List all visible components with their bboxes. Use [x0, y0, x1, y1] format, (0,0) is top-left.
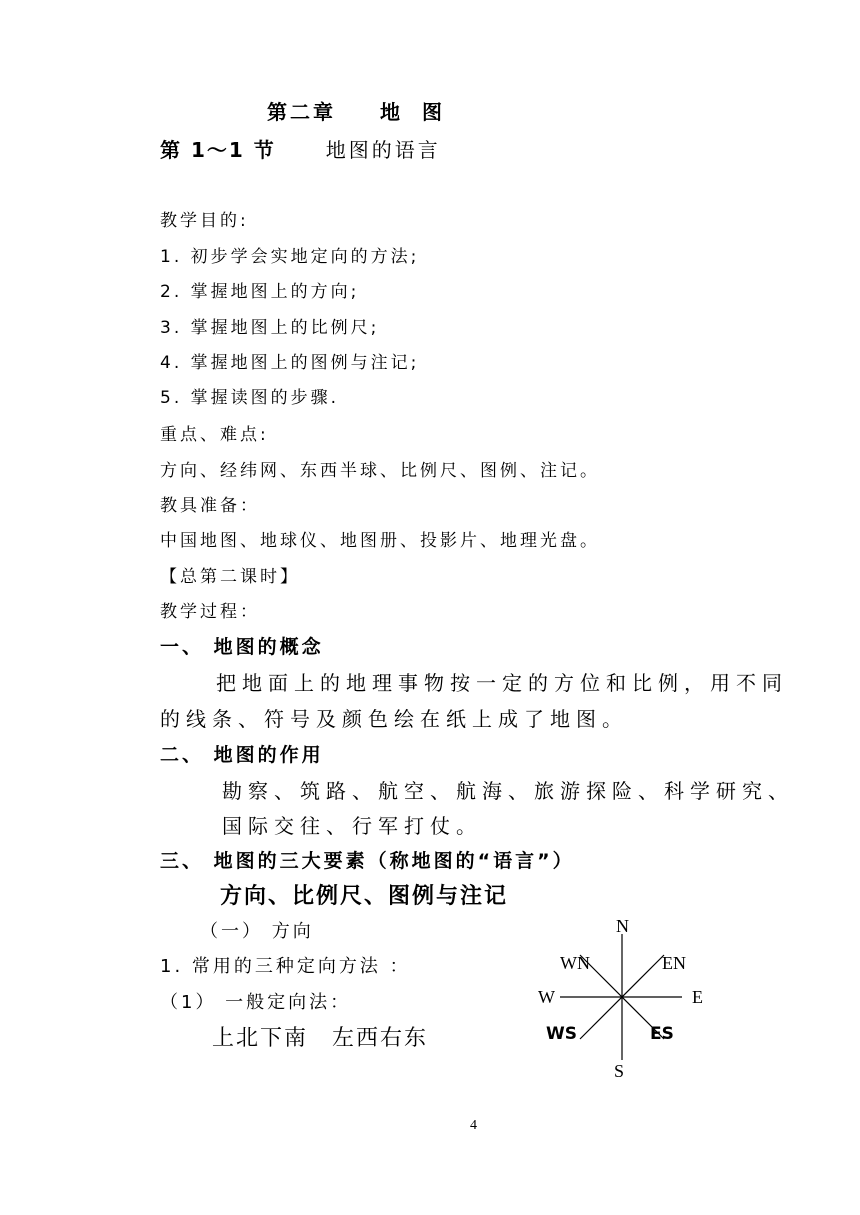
direction-general-method: （1） 一般定向法： [160, 992, 352, 1013]
compass-label-en: EN [662, 953, 686, 973]
compass-label-ws: WS [546, 1024, 577, 1044]
objective-item: 5. 掌握读图的步骤. [160, 388, 340, 408]
part1-heading: 一、 地图的概念 [160, 636, 324, 658]
chapter-title [267, 96, 464, 125]
chapter-number: 第二章 [267, 100, 336, 124]
objective-item: 2. 掌握地图上的方向; [160, 282, 360, 302]
direction-rule: 上北下南 左西右东 [212, 1026, 429, 1051]
compass-rose-diagram [530, 912, 720, 1082]
compass-label-es: ES [650, 1024, 674, 1044]
key-points-heading: 重点、难点: [160, 425, 269, 445]
part2-line1: 勘察、筑路、航空、航海、旅游探险、科学研究、 [222, 779, 794, 803]
direction-subheading: （一） 方向 [200, 921, 314, 942]
objective-item: 4. 掌握地图上的图例与注记; [160, 353, 420, 373]
part1-paragraph-line2: 的线条、符号及颜色绘在纸上成了地图。 [160, 707, 628, 731]
part1-paragraph-line1: 把地面上的地理事物按一定的方位和比例，用不同 [216, 671, 788, 695]
compass-label-s: S [614, 1061, 625, 1081]
chapter-topic: 地图 [380, 100, 464, 124]
part2-line2: 国际交往、行军打仗。 [222, 814, 482, 838]
part3-heading: 三、 地图的三大要素（称地图的“语言”） [160, 850, 575, 872]
part3-elements: 方向、比例尺、图例与注记 [220, 884, 509, 909]
part2-heading: 二、 地图的作用 [160, 744, 324, 766]
section-title [160, 134, 441, 163]
compass-label-n: N [616, 916, 629, 936]
section-number: 第 1～1 节 [160, 138, 276, 162]
objective-item: 3. 掌握地图上的比例尺; [160, 318, 380, 338]
objectives-heading: 教学目的: [160, 211, 249, 231]
compass-label-wn: WN [560, 953, 590, 973]
direction-methods: 1. 常用的三种定向方法 ： [160, 956, 411, 977]
teaching-aids-text: 中国地图、地球仪、地图册、投影片、地理光盘。 [160, 531, 600, 551]
objective-item: 1. 初步学会实地定向的方法; [160, 247, 420, 267]
compass-label-w: W [538, 987, 555, 1007]
page-number: 4 [470, 1118, 477, 1133]
section-name: 地图的语言 [325, 138, 441, 162]
key-points-text: 方向、经纬网、东西半球、比例尺、图例、注记。 [160, 461, 600, 481]
compass-label-e: E [692, 987, 703, 1007]
teaching-aids-heading: 教具准备： [160, 496, 260, 516]
lesson-tag: 【总第二课时】 [160, 567, 300, 587]
process-heading: 教学过程： [160, 602, 260, 622]
